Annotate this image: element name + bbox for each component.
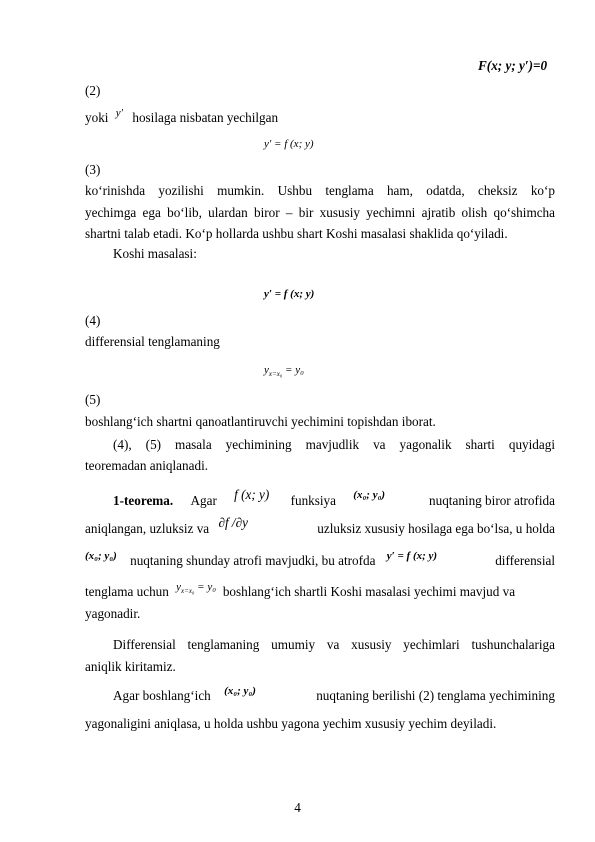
paragraph-line: teoremadan aniqlanadi. — [85, 458, 209, 473]
equation-number: (5) — [85, 392, 101, 407]
theorem-line-2 — [85, 515, 555, 537]
text: funksiya — [290, 493, 336, 508]
paragraph-line: ko‘rinishda yozilishi mumkin. Ushbu tenglama ham, odatda, cheksiz ko‘p — [85, 183, 555, 198]
text: nuqtaning biror atrofida — [429, 493, 555, 508]
text: Agar boshlang‘ich — [113, 688, 211, 703]
paragraph-line — [113, 685, 555, 705]
theorem-title: 1-teorema. — [113, 493, 174, 508]
paragraph-line: Differensial tenglamaning umumiy va xususiy yechimlari tushunchalariga — [113, 637, 555, 652]
text: hosilaga nisbatan yechilgan — [132, 110, 279, 125]
subscript: x=x₀ — [181, 587, 195, 596]
paragraph-line: shartni talab etadi. Ko‘p hollarda ushbu shart Koshi masalasi shaklida qo‘yiladi. — [85, 226, 508, 241]
lhs: y — [176, 581, 182, 593]
koshi-label: Koshi masalasi: — [113, 246, 197, 261]
text: aniqlangan, uzluksiz va — [85, 521, 210, 536]
formula-point: (x₀; y₀) — [85, 550, 117, 562]
formula-eq5 — [264, 364, 304, 378]
formula-top: F(x; y; y′)=0 — [478, 58, 548, 73]
text: differensial — [495, 553, 555, 568]
theorem-line-3 — [85, 550, 555, 570]
text: nuqtaning berilishi (2) tenglama yechimining — [316, 688, 555, 703]
equation-number: (2) — [85, 83, 101, 98]
page-number: 4 — [294, 800, 301, 815]
formula-point: (x₀; y₀) — [224, 685, 256, 697]
text: tenglama uchun — [85, 584, 169, 599]
text: Agar — [190, 493, 217, 508]
subscript: x=x₀ — [268, 370, 283, 379]
formula-var: y′ — [115, 107, 124, 119]
formula-eq3: y′ = f (x; y) — [264, 138, 314, 150]
diff-label: differensial tenglamaning — [85, 334, 220, 349]
rhs: = y₀ — [197, 581, 217, 593]
paragraph-line: yagonaligini aniqlasa, u holda ushbu yagona yechim xususiy yechim deyiladi. — [85, 716, 497, 731]
text: nuqtaning shunday atrofi mavjudki, bu atrofda — [130, 553, 376, 568]
lhs: y — [264, 364, 269, 376]
text: uzluksiz xususiy hosilaga ega bo‘lsa, u holda — [317, 521, 555, 536]
paragraph-line: yechimga ega bo‘lib, ulardan biror – bir xususiy yechimni ajratib olish qo‘shimcha — [85, 205, 555, 220]
text: yoki — [85, 110, 109, 125]
paragraph-line: aniqlik kiritamiz. — [85, 659, 176, 674]
formula-derivative: ∂f /∂y — [218, 515, 248, 530]
equation-number: (3) — [85, 162, 101, 177]
text: boshlang‘ich shartli Koshi masalasi yechimi mavjud va — [222, 584, 516, 599]
formula-fxy: f (x; y) — [234, 487, 270, 502]
theorem-line-1 — [113, 487, 555, 510]
theorem-line-5: yagonadir. — [85, 606, 141, 621]
formula-eq: y′ = f (x; y) — [386, 550, 438, 562]
paragraph-line: boshlang‘ich shartni qanoatlantiruvchi yechimini topishdan iborat. — [85, 414, 436, 429]
paragraph-line: (4), (5) masala yechimining mavjudlik va yagonalik sharti quyidagi — [113, 437, 555, 452]
rhs: = y₀ — [285, 364, 304, 376]
formula-point: (x₀; y₀) — [353, 489, 386, 501]
yoki-line — [85, 107, 555, 127]
equation-number: (4) — [85, 313, 101, 328]
theorem-line-4 — [85, 581, 555, 605]
formula-initial — [176, 581, 219, 596]
formula-eq4: y′ = f (x; y) — [264, 288, 315, 300]
